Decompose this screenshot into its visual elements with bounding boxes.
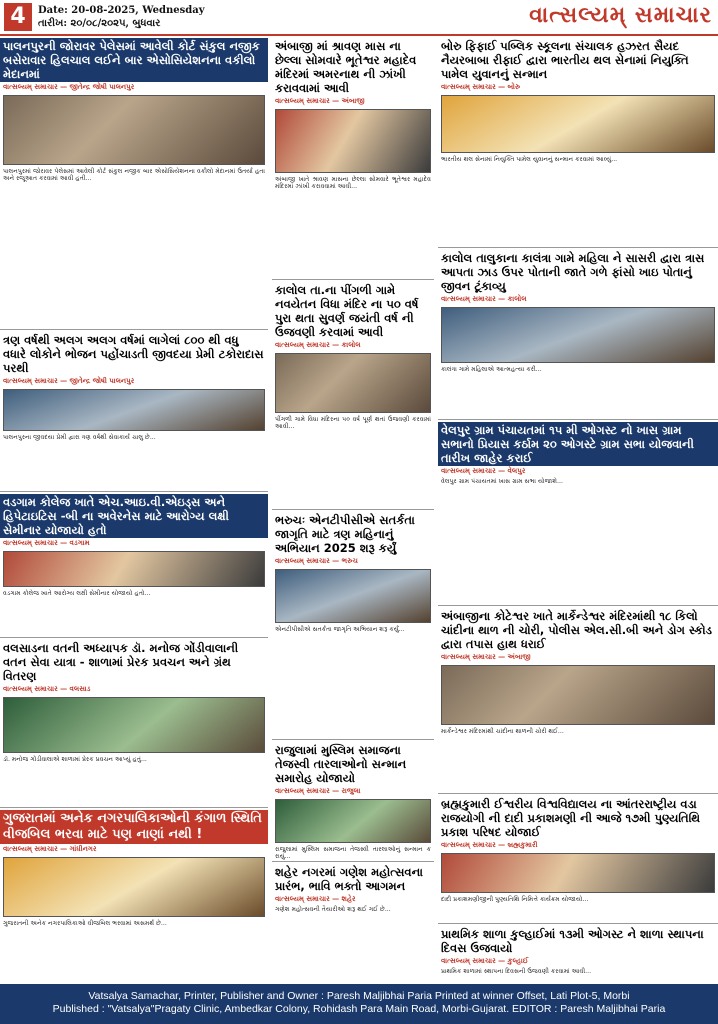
story-body: અંબાજી ખાતે શ્રાવણ માસના છેલ્લા સોમવારે ભૂતેશ્વર મહાદેવ મંદિરમાં ઝાંખી કરાવવામાં આવી...	[275, 176, 431, 191]
date-english: Date: 20-08-2025, Wednesday	[38, 5, 205, 16]
byline: વાત્સલ્યમ્ સમાચાર — અંબાજી	[441, 653, 531, 661]
story-body: વડગામ કોલેજ ખાતે આરોગ્ય લક્ષી સેમીનાર યોજાયો હતો...	[3, 590, 151, 597]
story-s12	[438, 250, 718, 420]
column-left	[0, 38, 268, 984]
story-s16	[438, 926, 718, 984]
headline: પ્રાથમિક શાળા કુલ્હાઈમાં ૧૩મી ઓગસ્ટ ને શાળા સ્થાપના દિવસ ઉજવાયો	[438, 926, 718, 956]
news-photo	[3, 389, 265, 431]
byline: વાત્સલ્યમ્ સમાચાર — ભરુચ	[275, 557, 358, 565]
headline: કાલોલ તા.ના પીંગળી ગામે નવયેતન વિધા મંદિર ના ૫૦ વર્ષ પુરા થતા સુવર્ણ જયંતી વર્ષ ની ઉજવણી કરવામાં આવી	[272, 282, 434, 340]
news-photo	[441, 853, 715, 893]
story-body: વેલપુર ગ્રામ પંચાયતમાં ખાસ ગ્રામ સભા યોજાશે...	[441, 478, 563, 485]
news-photo	[275, 799, 431, 843]
byline: વાત્સલ્યમ્ સમાચાર — વલસાડ	[3, 685, 91, 693]
byline: વાત્સલ્યમ્ સમાચાર — બોરુ	[441, 83, 521, 91]
story-s4	[0, 640, 268, 808]
headline: કાલોલ તાલુકાના કાલંત્રા ગામે મહિલા ને સાસરી દ્વારા ત્રાસ આપતા ઝાડ ઉપર પોતાની જાતે ગળે ફાંસો ખાઇ પોતાનું જીવન ટૂંકાવ્યુ	[438, 250, 718, 294]
headline: અંબાજી માં શ્રાવણ માસ ના છેલ્લા સોમવારે ભૂતેશ્વર મહાદેવ મંદિરમાં અમરનાથ ની ઝાંખી કરાવવામાં આવી	[272, 38, 434, 96]
page-header	[0, 0, 718, 36]
headline: બોરુ ફિફાઈ પબ્લિક સ્કૂલના સંચાલક હઝરત સૈયદ નૈયરબાબા રીફાઈ દ્વારા ભારતીય થલ સેનામાં નિયુક્તિ પામેલ યુવાનનું સન્માન	[438, 38, 718, 82]
story-s10	[272, 864, 434, 984]
headline: શહેર નગરમાં ગણેશ મહોત્સવના પ્રારંભ, ભાવિ ભક્તો આગમન	[272, 864, 434, 894]
news-photo	[3, 697, 265, 753]
masthead-title: વાત્સલ્યમ્ સમાચાર	[529, 2, 712, 28]
story-s14	[438, 608, 718, 794]
byline: વાત્સલ્યમ્ સમાચાર — કાલોલ	[275, 341, 361, 349]
headline: વલસાડના વતની અધ્યાપક ડૉ. મનોજ ગોંડીવાલાની વતન સેવા યાત્રા - શાળામાં પ્રેરક પ્રવચન અને ગ્રંથ વિતરણ	[0, 640, 268, 684]
story-s5	[0, 810, 268, 984]
story-body: રાજુલામાં મુસ્લિમ સમાજના તેજસ્વી તારલાઓનું સન્માન કરાયું...	[275, 846, 431, 861]
story-s9	[272, 742, 434, 862]
headline: બ્રહ્મકુમારી ઈશ્વરીય વિશ્વવિદ્યાલય ના આંતરરાષ્ટ્રીય વડા રાજયોગી ની દાદી પ્રકાશમણી ની આજે ૧૭મી પુણ્યતિથિ પ્રકાશ પરિષદ યોજાઈ	[438, 796, 718, 840]
byline: વાત્સલ્યમ્ સમાચાર — રાજુલા	[275, 787, 361, 795]
news-photo	[441, 307, 715, 363]
story-s3	[0, 494, 268, 638]
story-body: પીંગળી ગામે વિધા મંદિરના ૫૦ વર્ષ પૂર્ણ થતાં ઉજવણી કરવામાં આવી...	[275, 416, 431, 431]
story-body: ગણેશ મહોત્સવની તૈયારીઓ શરૂ થઈ ગઈ છે...	[275, 906, 391, 913]
byline: વાત્સલ્યમ્ સમાચાર — કાલોલ	[441, 295, 527, 303]
story-s2	[0, 332, 268, 492]
column-right	[438, 38, 718, 984]
footer-line-2: Published : "Vatsalya"Pragaty Clinic, Ambedkar Colony, Rohidash Para Main Road, Morbi-Gujarat. EDITOR : Paresh Maljibhai Paria	[52, 1003, 666, 1015]
news-photo	[441, 95, 715, 153]
news-photo	[275, 109, 431, 173]
headline: વેલપુર ગ્રામ પંચાયતમાં ૧૫ મી ઓગસ્ટ નો ખાસ ગ્રામ સભાનો પ્રિયાસ કર્ઠામ ૨૦ ઓગસ્ટે ગ્રામ સભા યોજવાની તારીખ જાહેર કરાઈ	[438, 422, 718, 466]
story-body: પાલનપુરના જીવદયા પ્રેમી દ્વારા ત્રણ વર્ષથી સેવાકાર્ય ચાલુ છે...	[3, 434, 156, 441]
story-body: ગુજરાતની અનેક નગરપાલિકાઓ વીજબિલ ભરવામાં અસમર્થ છે...	[3, 920, 167, 927]
news-photo	[275, 353, 431, 413]
story-body: ડૉ. મનોજ ગોંડીવાલાએ શાળામાં પ્રેરક પ્રવચન આપ્યું હતું...	[3, 756, 147, 763]
story-body: પ્રાથમિક શાળામાં સ્થાપના દિવસની ઉજવણી કરવામાં આવી...	[441, 968, 592, 975]
byline: વાત્સલ્યમ્ સમાચાર — જીતેન્દ્ર જોષી પાલનપુર	[3, 377, 135, 385]
news-photo	[3, 95, 265, 165]
headline: રાજુલામાં મુસ્લિમ સમાજના તેજસ્વી તારલાઓનો સન્માન સમારોહ યોજાયો	[272, 742, 434, 786]
story-body: એનટીપીસીએ સતર્કતા જાગૃતિ અભિયાન શરૂ કર્યું...	[275, 626, 405, 633]
story-body: દાદી પ્રકાશમણીજીની પુણ્યતિથિ નિમિત્તે કાર્યક્રમ યોજાયો...	[441, 896, 589, 903]
headline: અંબાજીના કોટેશ્વર ખાતે માર્કેન્ડેશ્વર મંદિરમાંથી ૧૮ કિલો ચાંદીના થાળ ની ચોરી, પોલીસ એલ.સી.બી અને ડોગ સ્કોડ દ્વારા તપાસ હાથ ધરાઈ	[438, 608, 718, 652]
byline: વાત્સલ્યમ્ સમાચાર — વેલપુર	[441, 467, 526, 475]
headline: ગુજરાતમાં અનેક નગરપાલિકાઓની કંગાળ સ્થિતિ વીજબિલ ભરવા માટે પણ નાણાં નથી !	[0, 810, 268, 844]
headline: પાલનપુરની જોરાવર પેલેસમાં આવેલી કોર્ટ સંકુલ નજીક બસેરાવાર હિલચાલ લઈને બાર એસોસિયેશનના વકીલો મેદાનમાં	[0, 38, 268, 82]
page-footer	[0, 984, 718, 1024]
story-s8	[272, 512, 434, 740]
news-photo	[441, 665, 715, 725]
story-s13	[438, 422, 718, 606]
story-body: કાલંત્રા ગામે મહિલાએ આત્મહત્યા કરી...	[441, 366, 542, 373]
story-body: ભારતીય થલ સેનામાં નિયુક્તિ પામેલ યુવાનનું સન્માન કરવામાં આવ્યું...	[441, 156, 618, 163]
byline: વાત્સલ્યમ્ સમાચાર — ગાંધીનગર	[3, 845, 97, 853]
column-middle	[272, 38, 434, 984]
columns	[0, 38, 718, 984]
headline: ત્રણ વર્ષથી અલગ અલગ વર્ષમાં લાગેલાં ૮૦૦ થી વધુ વધારે લોકોને ભોજન પહોંચાડતી જીવદયા પ્રેમી ટકોરાદાસ પરથી	[0, 332, 268, 376]
news-photo	[3, 857, 265, 917]
story-s1	[0, 38, 268, 330]
story-body: માર્કેન્ડેશ્વર મંદિરમાંથી ચાંદીના થાળની ચોરી થઈ...	[441, 728, 564, 735]
byline: વાત્સલ્યમ્ સમાચાર — જીતેન્દ્ર જોષી પાલનપુર	[3, 83, 135, 91]
story-s11	[438, 38, 718, 248]
news-photo	[275, 569, 431, 623]
story-s15	[438, 796, 718, 924]
headline: વડગામ કોલેજ ખાતે એચ.આઇ.વી.એઇડ્સ અને હિપેટાઇટિસ -બી ના અવેરનેસ માટે આરોગ્ય લક્ષી સેમીનાર યોજાયો હતો	[0, 494, 268, 538]
byline: વાત્સલ્યમ્ સમાચાર — શહેર	[275, 895, 356, 903]
byline: વાત્સલ્યમ્ સમાચાર — કુલ્હાઈ	[441, 957, 529, 965]
story-s7	[272, 282, 434, 510]
date-box	[38, 4, 205, 30]
byline: વાત્સલ્યમ્ સમાચાર — બ્રહ્મકુમારી	[441, 841, 538, 849]
story-body: પાલનપુરમાં જોરાવર પેલેસમાં આવેલી કોર્ટ સંકુલ નજીક બાર એસોસિયેશનના વકીલો મેદાનમાં ઉતર્યા હતા અને રજૂઆત કરવામાં આવી હતી...	[3, 168, 265, 183]
footer-line-1: Vatsalya Samachar, Printer, Publisher and Owner : Paresh Maljibhai Paria Printed at winner Offset, Lati Plot-5, Morbi	[88, 990, 630, 1002]
story-s6	[272, 38, 434, 280]
byline: વાત્સલ્યમ્ સમાચાર — વડગામ	[3, 539, 90, 547]
byline: વાત્સલ્યમ્ સમાચાર — અંબાજી	[275, 97, 365, 105]
date-gujarati: તારીખ: ૨૦/૦૮/૨૦૨૫, બુધવાર	[38, 18, 161, 29]
news-photo	[3, 551, 265, 587]
page-number: 4	[4, 3, 32, 31]
headline: ભરુચઃ એનટીપીસીએ સતર્કતા જાગૃતિ માટે ત્રણ મહિનાનું અભિયાન 2025 શરૂ કર્યું	[272, 512, 434, 556]
